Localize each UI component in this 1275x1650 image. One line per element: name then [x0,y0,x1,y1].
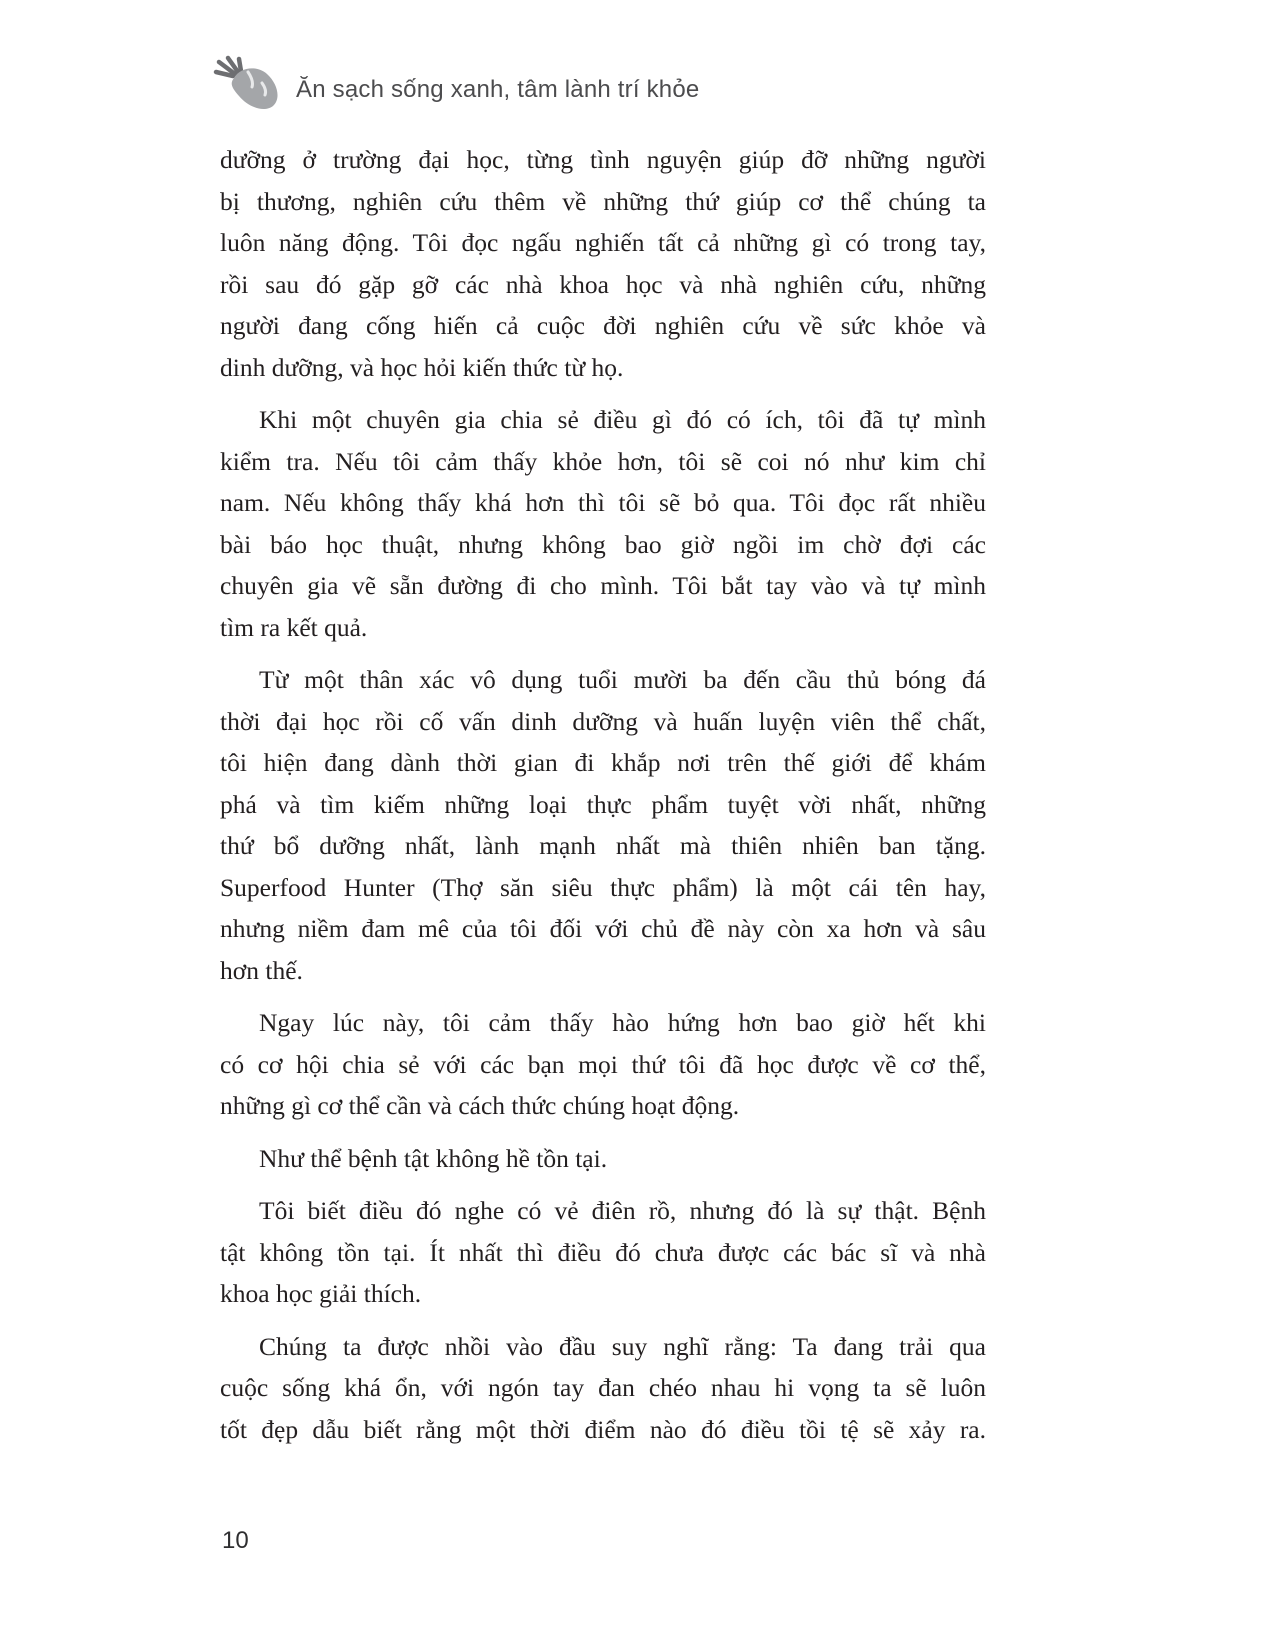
text-line: có cơ hội chia sẻ với các bạn mọi thứ tôi đã học được về cơ thể, [220,1049,986,1079]
page-footer [222,1527,249,1555]
text-line: Ngay lúc này, tôi cảm thấy hào hứng hơn bao giờ hết khi [259,1008,986,1037]
text-line: Chúng ta được nhồi vào đầu suy nghĩ rằng: Ta đang trải qua [259,1331,986,1361]
text-line: thứ bổ dưỡng nhất, lành mạnh nhất mà thiên nhiên ban tặng. [220,831,986,860]
text-line: tìm ra kết quả. [220,612,368,642]
text-line: người đang cống hiến cả cuộc đời nghiên cứu về sức khỏe và [220,311,986,340]
text-line: Khi một chuyên gia chia sẻ điều gì đó có ích, tôi đã tự mình [259,405,986,434]
page-number: 10 [222,1527,249,1554]
page-header [212,55,699,115]
text-line: Superfood Hunter (Thợ săn siêu thực phẩm) là một cái tên hay, [220,872,986,902]
text-line: bị thương, nghiên cứu thêm về những thứ giúp cơ thể chúng ta [220,186,986,216]
text-line: bài báo học thuật, nhưng không bao giờ ngồi im chờ đợi các [220,529,986,559]
paragraph [220,659,986,991]
text-line: chuyên gia vẽ sẵn đường đi cho mình. Tôi bắt tay vào và tự mình [220,571,986,600]
text-line: kiểm tra. Nếu tôi cảm thấy khỏe hơn, tôi sẽ coi nó như kim chỉ [220,446,986,476]
paragraph [220,1002,986,1127]
text-line: nhưng niềm đam mê của tôi đối với chủ đề này còn xa hơn và sâu [220,914,986,943]
text-line: dưỡng ở trường đại học, từng tình nguyện giúp đỡ những người [220,145,986,174]
text-line: cuộc sống khá ổn, với ngón tay đan chéo nhau hi vọng ta sẽ luôn [220,1373,986,1402]
text-line: luôn năng động. Tôi đọc ngấu nghiến tất cả những gì có trong tay, [220,228,986,257]
carrot-icon [212,55,284,115]
text-line: rồi sau đó gặp gỡ các nhà khoa học và nhà nghiên cứu, những [220,269,986,299]
paragraph [220,1138,986,1180]
paragraph [220,399,986,648]
text-line: nam. Nếu không thấy khá hơn thì tôi sẽ bỏ qua. Tôi đọc rất nhiều [220,488,986,517]
text-line: thời đại học rồi cố vấn dinh dưỡng và huấn luyện viên thể chất, [220,706,986,736]
text-line: phá và tìm kiếm những loại thực phẩm tuyệt vời nhất, những [220,789,986,819]
text-line: Như thể bệnh tật không hề tồn tại. [259,1143,608,1173]
text-line: Từ một thân xác vô dụng tuổi mười ba đến cầu thủ bóng đá [259,665,986,694]
running-head-title: Ăn sạch sống xanh, tâm lành trí khỏe [296,76,700,103]
text-line: tôi hiện đang dành thời gian đi khắp nơi trên thế giới để khám [220,748,986,777]
text-line: tật không tồn tại. Ít nhất thì điều đó chưa được các bác sĩ và nhà [220,1237,986,1267]
paragraph [220,1326,986,1451]
paragraph [220,139,986,388]
paragraph [220,1190,986,1315]
text-line: hơn thế. [220,955,303,985]
text-line: dinh dưỡng, và học hỏi kiến thức từ họ. [220,352,624,382]
body-text-column [220,139,986,1461]
text-line: Tôi biết điều đó nghe có vẻ điên rồ, nhưng đó là sự thật. Bệnh [259,1196,986,1225]
text-line: tốt đẹp dẫu biết rằng một thời điểm nào đó điều tồi tệ sẽ xảy ra. [220,1414,986,1444]
text-line: khoa học giải thích. [220,1279,422,1308]
text-line: những gì cơ thể cần và cách thức chúng hoạt động. [220,1091,740,1120]
